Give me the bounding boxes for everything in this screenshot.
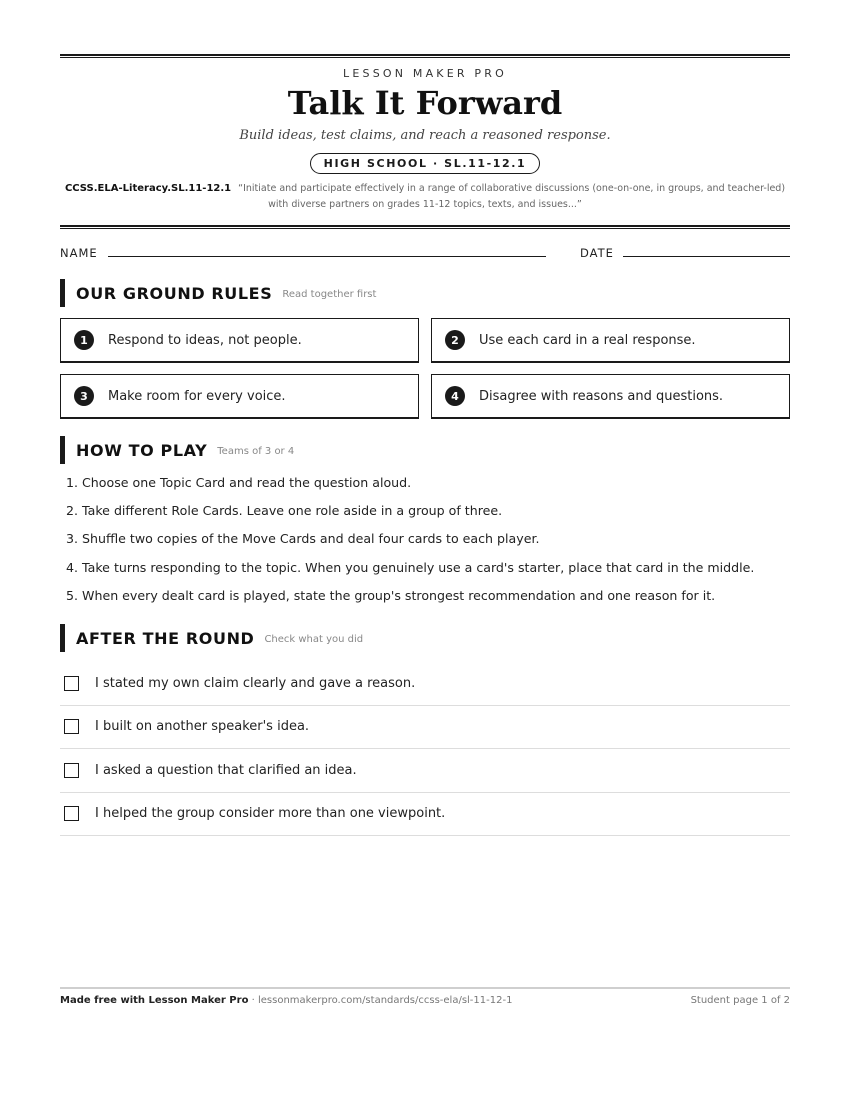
checkbox[interactable] <box>64 806 79 821</box>
checklist-row <box>60 793 790 837</box>
footer-brand: Made free with Lesson Maker Pro <box>60 995 249 1006</box>
grade-badge-wrap <box>60 152 790 174</box>
ground-rule-card <box>431 318 790 363</box>
name-label: NAME <box>60 246 98 260</box>
checklist-text: I stated my own claim clearly and gave a reason. <box>95 675 416 691</box>
how-to-play-heading <box>60 436 294 464</box>
footer-divider <box>60 987 790 989</box>
page-title: Talk It Forward <box>287 84 563 122</box>
checkbox[interactable] <box>64 763 79 778</box>
section-title: OUR GROUND RULES <box>76 283 273 303</box>
section-subtitle: Check what you did <box>264 634 364 645</box>
checklist-row <box>60 662 790 706</box>
step-item: 1. Choose one Topic Card and read the question aloud. <box>66 475 412 490</box>
page-subtitle: Build ideas, test claims, and reach a reasoned response. <box>239 128 611 143</box>
rule-text: Disagree with reasons and questions. <box>479 388 724 404</box>
standard-text: “Initiate and participate effectively in a range of collaborative discussions (one-on-one, in groups, and teacher-led) with diverse partners on grades 11-12 topics, texts, and issues...” <box>238 183 786 210</box>
section-title: HOW TO PLAY <box>76 440 208 460</box>
date-label: DATE <box>580 246 614 260</box>
step-item: 2. Take different Role Cards. Leave one role aside in a group of three. <box>66 503 503 519</box>
checklist-text: I helped the group consider more than one viewpoint. <box>95 806 446 822</box>
section-subtitle: Teams of 3 or 4 <box>217 446 295 457</box>
checklist-text: I asked a question that clarified an idea. <box>95 762 357 778</box>
standard-code: CCSS.ELA-Literacy.SL.11-12.1 <box>64 183 232 194</box>
section-subtitle: Read together first <box>282 289 377 300</box>
rule-number-badge: 4 <box>445 386 465 406</box>
rule-number-badge: 3 <box>74 386 94 406</box>
section-bar <box>60 279 65 307</box>
rule-text: Use each card in a real response. <box>479 332 696 348</box>
checkbox[interactable] <box>64 719 79 734</box>
ground-rule-card <box>60 318 419 363</box>
ground-rule-card <box>431 374 790 419</box>
footer-credit <box>60 995 512 1006</box>
worksheet-page <box>60 0 790 1100</box>
name-field[interactable] <box>108 256 546 257</box>
section-bar <box>60 436 65 464</box>
rule-number-badge: 2 <box>445 330 465 350</box>
reflection-checklist <box>60 662 790 836</box>
section-title: AFTER THE ROUND <box>76 628 255 648</box>
how-to-play-steps <box>60 472 800 613</box>
step-item: 3. Shuffle two copies of the Move Cards and deal four cards to each player. <box>66 531 540 547</box>
checklist-row <box>60 749 790 793</box>
ground-rules-heading <box>60 279 376 307</box>
rule-number-badge: 1 <box>74 330 94 350</box>
after-round-heading <box>60 624 363 652</box>
step-item: 5. When every dealt card is played, state the group's strongest recommendation and one reason for it. <box>66 587 716 603</box>
step-item: 4. Take turns responding to the topic. When you genuinely use a card's starter, place that card in the middle. <box>66 559 755 575</box>
checklist-row <box>60 706 790 750</box>
footer-url[interactable]: · lessonmakerpro.com/standards/ccss-ela/sl-11-12-1 <box>248 995 513 1006</box>
checkbox[interactable] <box>64 676 79 691</box>
top-divider <box>60 54 790 58</box>
brand-eyebrow: LESSON MAKER PRO <box>343 67 507 80</box>
rule-text: Respond to ideas, not people. <box>108 332 302 348</box>
grade-badge: HIGH SCHOOL · SL.11-12.1 <box>310 153 541 174</box>
rule-text: Make room for every voice. <box>108 388 286 404</box>
checklist-text: I built on another speaker's idea. <box>95 719 310 735</box>
date-field[interactable] <box>623 256 790 257</box>
standard-description <box>60 181 790 213</box>
page-number: Student page 1 of 2 <box>690 995 790 1006</box>
ground-rule-card <box>60 374 419 419</box>
header-divider <box>60 225 790 229</box>
section-bar <box>60 624 65 652</box>
